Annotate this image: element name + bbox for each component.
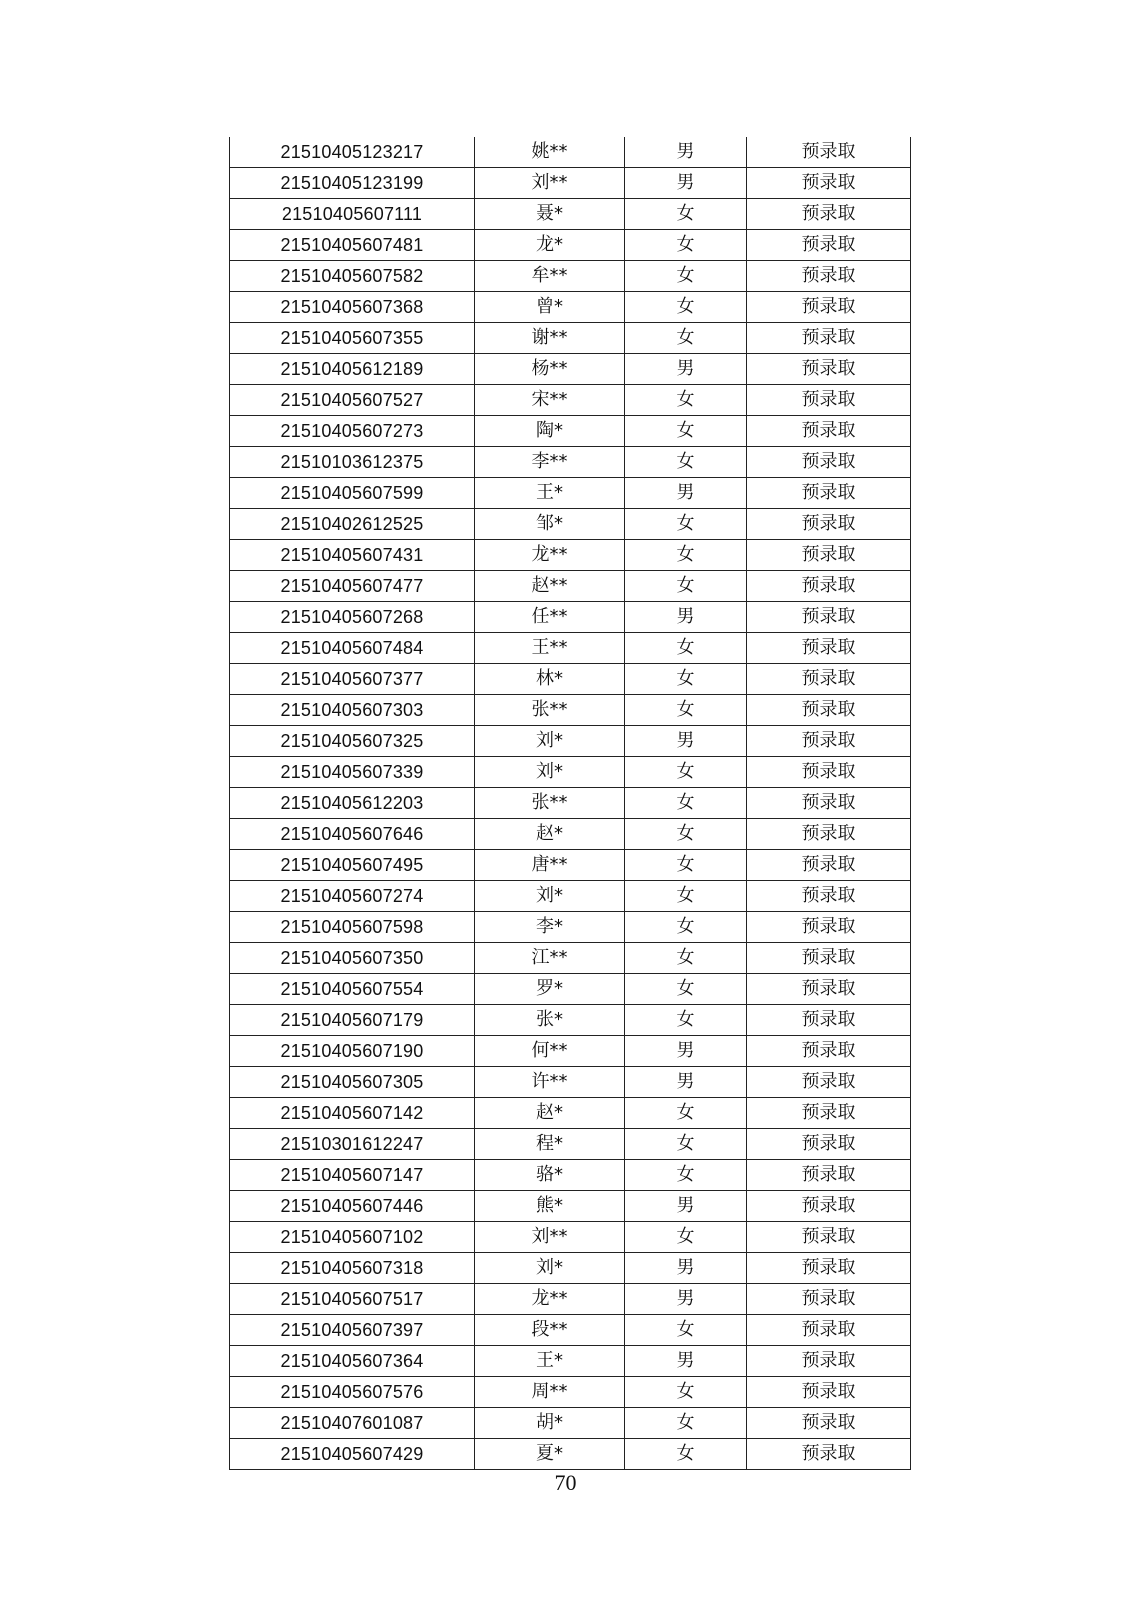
admission-status-cell: 预录取 [747, 168, 911, 199]
table-row [230, 1036, 911, 1067]
candidate-gender-cell: 女 [625, 292, 747, 323]
candidate-id-cell: 21510405607339 [230, 757, 475, 788]
candidate-name-cell: 张** [475, 695, 625, 726]
table-row [230, 540, 911, 571]
candidate-gender-cell: 男 [625, 602, 747, 633]
table-row [230, 1346, 911, 1377]
admission-status-cell: 预录取 [747, 974, 911, 1005]
admission-status-cell: 预录取 [747, 1098, 911, 1129]
candidate-gender-cell: 女 [625, 571, 747, 602]
candidate-id-cell: 21510405607495 [230, 850, 475, 881]
candidate-name-cell: 任** [475, 602, 625, 633]
page-number: 70 [554, 1470, 577, 1495]
admission-status-cell: 预录取 [747, 1284, 911, 1315]
candidate-name-cell: 龙** [475, 1284, 625, 1315]
candidate-id-cell: 21510405607355 [230, 323, 475, 354]
admission-status-cell: 预录取 [747, 292, 911, 323]
candidate-id-cell: 21510405607179 [230, 1005, 475, 1036]
candidate-id-cell: 21510405607517 [230, 1284, 475, 1315]
candidate-id-cell: 21510405607102 [230, 1222, 475, 1253]
candidate-id-cell: 21510405607576 [230, 1377, 475, 1408]
table-row [230, 1315, 911, 1346]
admission-status-cell: 预录取 [747, 602, 911, 633]
candidate-name-cell: 刘** [475, 1222, 625, 1253]
candidate-gender-cell: 男 [625, 726, 747, 757]
candidate-id-cell: 21510405607554 [230, 974, 475, 1005]
candidate-id-cell: 21510405607431 [230, 540, 475, 571]
candidate-name-cell: 龙* [475, 230, 625, 261]
admission-status-cell: 预录取 [747, 819, 911, 850]
admission-status-cell: 预录取 [747, 137, 911, 168]
table-row [230, 943, 911, 974]
candidate-gender-cell: 女 [625, 540, 747, 571]
candidate-gender-cell: 男 [625, 1036, 747, 1067]
candidate-id-cell: 21510405607598 [230, 912, 475, 943]
table-row [230, 1129, 911, 1160]
table-row [230, 416, 911, 447]
candidate-id-cell: 21510405612189 [230, 354, 475, 385]
candidate-name-cell: 宋** [475, 385, 625, 416]
candidate-name-cell: 唐** [475, 850, 625, 881]
table-row [230, 1098, 911, 1129]
candidate-id-cell: 21510405607599 [230, 478, 475, 509]
candidate-gender-cell: 男 [625, 137, 747, 168]
admission-status-cell: 预录取 [747, 1346, 911, 1377]
candidate-name-cell: 林* [475, 664, 625, 695]
candidate-name-cell: 赵* [475, 1098, 625, 1129]
candidate-gender-cell: 女 [625, 1005, 747, 1036]
candidate-id-cell: 21510405607646 [230, 819, 475, 850]
admission-status-cell: 预录取 [747, 199, 911, 230]
table-row [230, 168, 911, 199]
admission-status-cell: 预录取 [747, 757, 911, 788]
candidate-gender-cell: 男 [625, 354, 747, 385]
candidate-id-cell: 21510405607111 [230, 199, 475, 230]
candidate-gender-cell: 女 [625, 1439, 747, 1470]
candidate-gender-cell: 女 [625, 261, 747, 292]
candidate-gender-cell: 女 [625, 788, 747, 819]
table-row [230, 137, 911, 168]
candidate-gender-cell: 女 [625, 1160, 747, 1191]
table-row [230, 230, 911, 261]
candidate-gender-cell: 女 [625, 974, 747, 1005]
candidate-id-cell: 21510405607273 [230, 416, 475, 447]
candidate-name-cell: 罗* [475, 974, 625, 1005]
candidate-name-cell: 许** [475, 1067, 625, 1098]
table-row [230, 354, 911, 385]
table-row [230, 695, 911, 726]
candidate-id-cell: 21510405607446 [230, 1191, 475, 1222]
candidate-id-cell: 21510405123217 [230, 137, 475, 168]
candidate-name-cell: 杨** [475, 354, 625, 385]
admission-status-cell: 预录取 [747, 695, 911, 726]
candidate-gender-cell: 女 [625, 850, 747, 881]
admission-status-cell: 预录取 [747, 571, 911, 602]
candidate-id-cell: 21510405607142 [230, 1098, 475, 1129]
admission-status-cell: 预录取 [747, 1377, 911, 1408]
table-row [230, 1253, 911, 1284]
candidate-id-cell: 21510405607305 [230, 1067, 475, 1098]
candidate-name-cell: 姚** [475, 137, 625, 168]
admission-status-cell: 预录取 [747, 1315, 911, 1346]
admission-status-cell: 预录取 [747, 881, 911, 912]
admission-status-cell: 预录取 [747, 850, 911, 881]
candidate-name-cell: 段** [475, 1315, 625, 1346]
candidate-name-cell: 王* [475, 1346, 625, 1377]
candidate-name-cell: 刘* [475, 1253, 625, 1284]
admission-status-cell: 预录取 [747, 261, 911, 292]
candidate-gender-cell: 女 [625, 416, 747, 447]
candidate-gender-cell: 女 [625, 385, 747, 416]
candidate-gender-cell: 女 [625, 1222, 747, 1253]
table-row [230, 1439, 911, 1470]
candidate-gender-cell: 女 [625, 199, 747, 230]
candidate-id-cell: 21510405612203 [230, 788, 475, 819]
admission-status-cell: 预录取 [747, 478, 911, 509]
candidate-name-cell: 周** [475, 1377, 625, 1408]
candidate-id-cell: 21510405607147 [230, 1160, 475, 1191]
candidate-name-cell: 刘* [475, 881, 625, 912]
candidate-gender-cell: 女 [625, 912, 747, 943]
table-row [230, 602, 911, 633]
candidate-gender-cell: 女 [625, 1098, 747, 1129]
candidate-name-cell: 程* [475, 1129, 625, 1160]
candidate-name-cell: 刘* [475, 757, 625, 788]
admission-status-cell: 预录取 [747, 943, 911, 974]
candidate-name-cell: 张** [475, 788, 625, 819]
table-row [230, 1005, 911, 1036]
candidate-name-cell: 邹* [475, 509, 625, 540]
candidate-gender-cell: 女 [625, 1408, 747, 1439]
candidate-id-cell: 21510103612375 [230, 447, 475, 478]
candidate-id-cell: 21510402612525 [230, 509, 475, 540]
candidate-id-cell: 21510405607477 [230, 571, 475, 602]
candidate-name-cell: 赵** [475, 571, 625, 602]
admission-status-cell: 预录取 [747, 912, 911, 943]
candidate-name-cell: 何** [475, 1036, 625, 1067]
candidate-id-cell: 21510405607303 [230, 695, 475, 726]
candidate-gender-cell: 女 [625, 943, 747, 974]
table-row [230, 726, 911, 757]
candidate-gender-cell: 女 [625, 881, 747, 912]
table-row [230, 1284, 911, 1315]
candidate-name-cell: 龙** [475, 540, 625, 571]
candidate-gender-cell: 男 [625, 1067, 747, 1098]
candidate-gender-cell: 女 [625, 695, 747, 726]
table-row [230, 881, 911, 912]
table-row [230, 819, 911, 850]
admission-status-cell: 预录取 [747, 1253, 911, 1284]
candidate-gender-cell: 女 [625, 757, 747, 788]
candidate-id-cell: 21510405607481 [230, 230, 475, 261]
table-row [230, 757, 911, 788]
candidate-name-cell: 李* [475, 912, 625, 943]
admission-status-cell: 预录取 [747, 633, 911, 664]
candidate-name-cell: 胡* [475, 1408, 625, 1439]
admission-status-cell: 预录取 [747, 447, 911, 478]
candidate-gender-cell: 男 [625, 1253, 747, 1284]
candidate-gender-cell: 男 [625, 1191, 747, 1222]
candidate-name-cell: 李** [475, 447, 625, 478]
table-row [230, 385, 911, 416]
candidate-id-cell: 21510407601087 [230, 1408, 475, 1439]
candidate-id-cell: 21510405607582 [230, 261, 475, 292]
table-row [230, 850, 911, 881]
admission-status-cell: 预录取 [747, 1222, 911, 1253]
candidate-id-cell: 21510405607274 [230, 881, 475, 912]
candidate-id-cell: 21510405607190 [230, 1036, 475, 1067]
candidate-gender-cell: 女 [625, 1315, 747, 1346]
admission-status-cell: 预录取 [747, 509, 911, 540]
admission-status-cell: 预录取 [747, 354, 911, 385]
candidate-name-cell: 王** [475, 633, 625, 664]
table-row [230, 912, 911, 943]
candidate-id-cell: 21510405607377 [230, 664, 475, 695]
table-row [230, 1191, 911, 1222]
candidate-gender-cell: 女 [625, 230, 747, 261]
candidate-gender-cell: 女 [625, 447, 747, 478]
admission-status-cell: 预录取 [747, 1408, 911, 1439]
candidate-name-cell: 王* [475, 478, 625, 509]
candidate-gender-cell: 女 [625, 509, 747, 540]
candidate-name-cell: 谢** [475, 323, 625, 354]
admission-status-cell: 预录取 [747, 1067, 911, 1098]
admission-status-cell: 预录取 [747, 1160, 911, 1191]
candidate-id-cell: 21510405607368 [230, 292, 475, 323]
candidate-gender-cell: 女 [625, 323, 747, 354]
candidate-name-cell: 江** [475, 943, 625, 974]
candidate-name-cell: 曾* [475, 292, 625, 323]
candidate-gender-cell: 男 [625, 1284, 747, 1315]
admission-status-cell: 预录取 [747, 1129, 911, 1160]
admission-status-cell: 预录取 [747, 1191, 911, 1222]
admission-table [229, 137, 911, 1470]
candidate-name-cell: 刘* [475, 726, 625, 757]
table-row [230, 261, 911, 292]
table-row [230, 1377, 911, 1408]
candidate-id-cell: 21510405607429 [230, 1439, 475, 1470]
table-row [230, 292, 911, 323]
table-row [230, 1222, 911, 1253]
candidate-gender-cell: 女 [625, 819, 747, 850]
table-row [230, 199, 911, 230]
candidate-gender-cell: 男 [625, 168, 747, 199]
admission-status-cell: 预录取 [747, 385, 911, 416]
table-row [230, 664, 911, 695]
candidate-id-cell: 21510405607350 [230, 943, 475, 974]
candidate-id-cell: 21510405607318 [230, 1253, 475, 1284]
table-row [230, 571, 911, 602]
admission-table-body [230, 137, 911, 1470]
table-row [230, 323, 911, 354]
candidate-id-cell: 21510405607325 [230, 726, 475, 757]
candidate-id-cell: 21510405123199 [230, 168, 475, 199]
candidate-name-cell: 熊* [475, 1191, 625, 1222]
table-row [230, 478, 911, 509]
table-row [230, 447, 911, 478]
candidate-id-cell: 21510405607527 [230, 385, 475, 416]
candidate-name-cell: 刘** [475, 168, 625, 199]
candidate-id-cell: 21510301612247 [230, 1129, 475, 1160]
candidate-gender-cell: 男 [625, 478, 747, 509]
table-row [230, 974, 911, 1005]
admission-status-cell: 预录取 [747, 323, 911, 354]
candidate-id-cell: 21510405607268 [230, 602, 475, 633]
candidate-gender-cell: 女 [625, 1129, 747, 1160]
candidate-name-cell: 赵* [475, 819, 625, 850]
admission-status-cell: 预录取 [747, 664, 911, 695]
candidate-name-cell: 陶* [475, 416, 625, 447]
candidate-gender-cell: 男 [625, 1346, 747, 1377]
table-row [230, 1160, 911, 1191]
candidate-gender-cell: 女 [625, 664, 747, 695]
candidate-id-cell: 21510405607397 [230, 1315, 475, 1346]
candidate-name-cell: 夏* [475, 1439, 625, 1470]
admission-status-cell: 预录取 [747, 540, 911, 571]
table-row [230, 788, 911, 819]
table-row [230, 1067, 911, 1098]
candidate-name-cell: 张* [475, 1005, 625, 1036]
admission-status-cell: 预录取 [747, 726, 911, 757]
table-row [230, 633, 911, 664]
admission-status-cell: 预录取 [747, 1439, 911, 1470]
candidate-name-cell: 聂* [475, 199, 625, 230]
admission-status-cell: 预录取 [747, 230, 911, 261]
candidate-gender-cell: 女 [625, 633, 747, 664]
candidate-id-cell: 21510405607484 [230, 633, 475, 664]
table-row [230, 509, 911, 540]
table-row [230, 1408, 911, 1439]
candidate-name-cell: 牟** [475, 261, 625, 292]
admission-status-cell: 预录取 [747, 1036, 911, 1067]
candidate-name-cell: 骆* [475, 1160, 625, 1191]
admission-status-cell: 预录取 [747, 1005, 911, 1036]
admission-status-cell: 预录取 [747, 416, 911, 447]
candidate-id-cell: 21510405607364 [230, 1346, 475, 1377]
admission-status-cell: 预录取 [747, 788, 911, 819]
candidate-gender-cell: 女 [625, 1377, 747, 1408]
